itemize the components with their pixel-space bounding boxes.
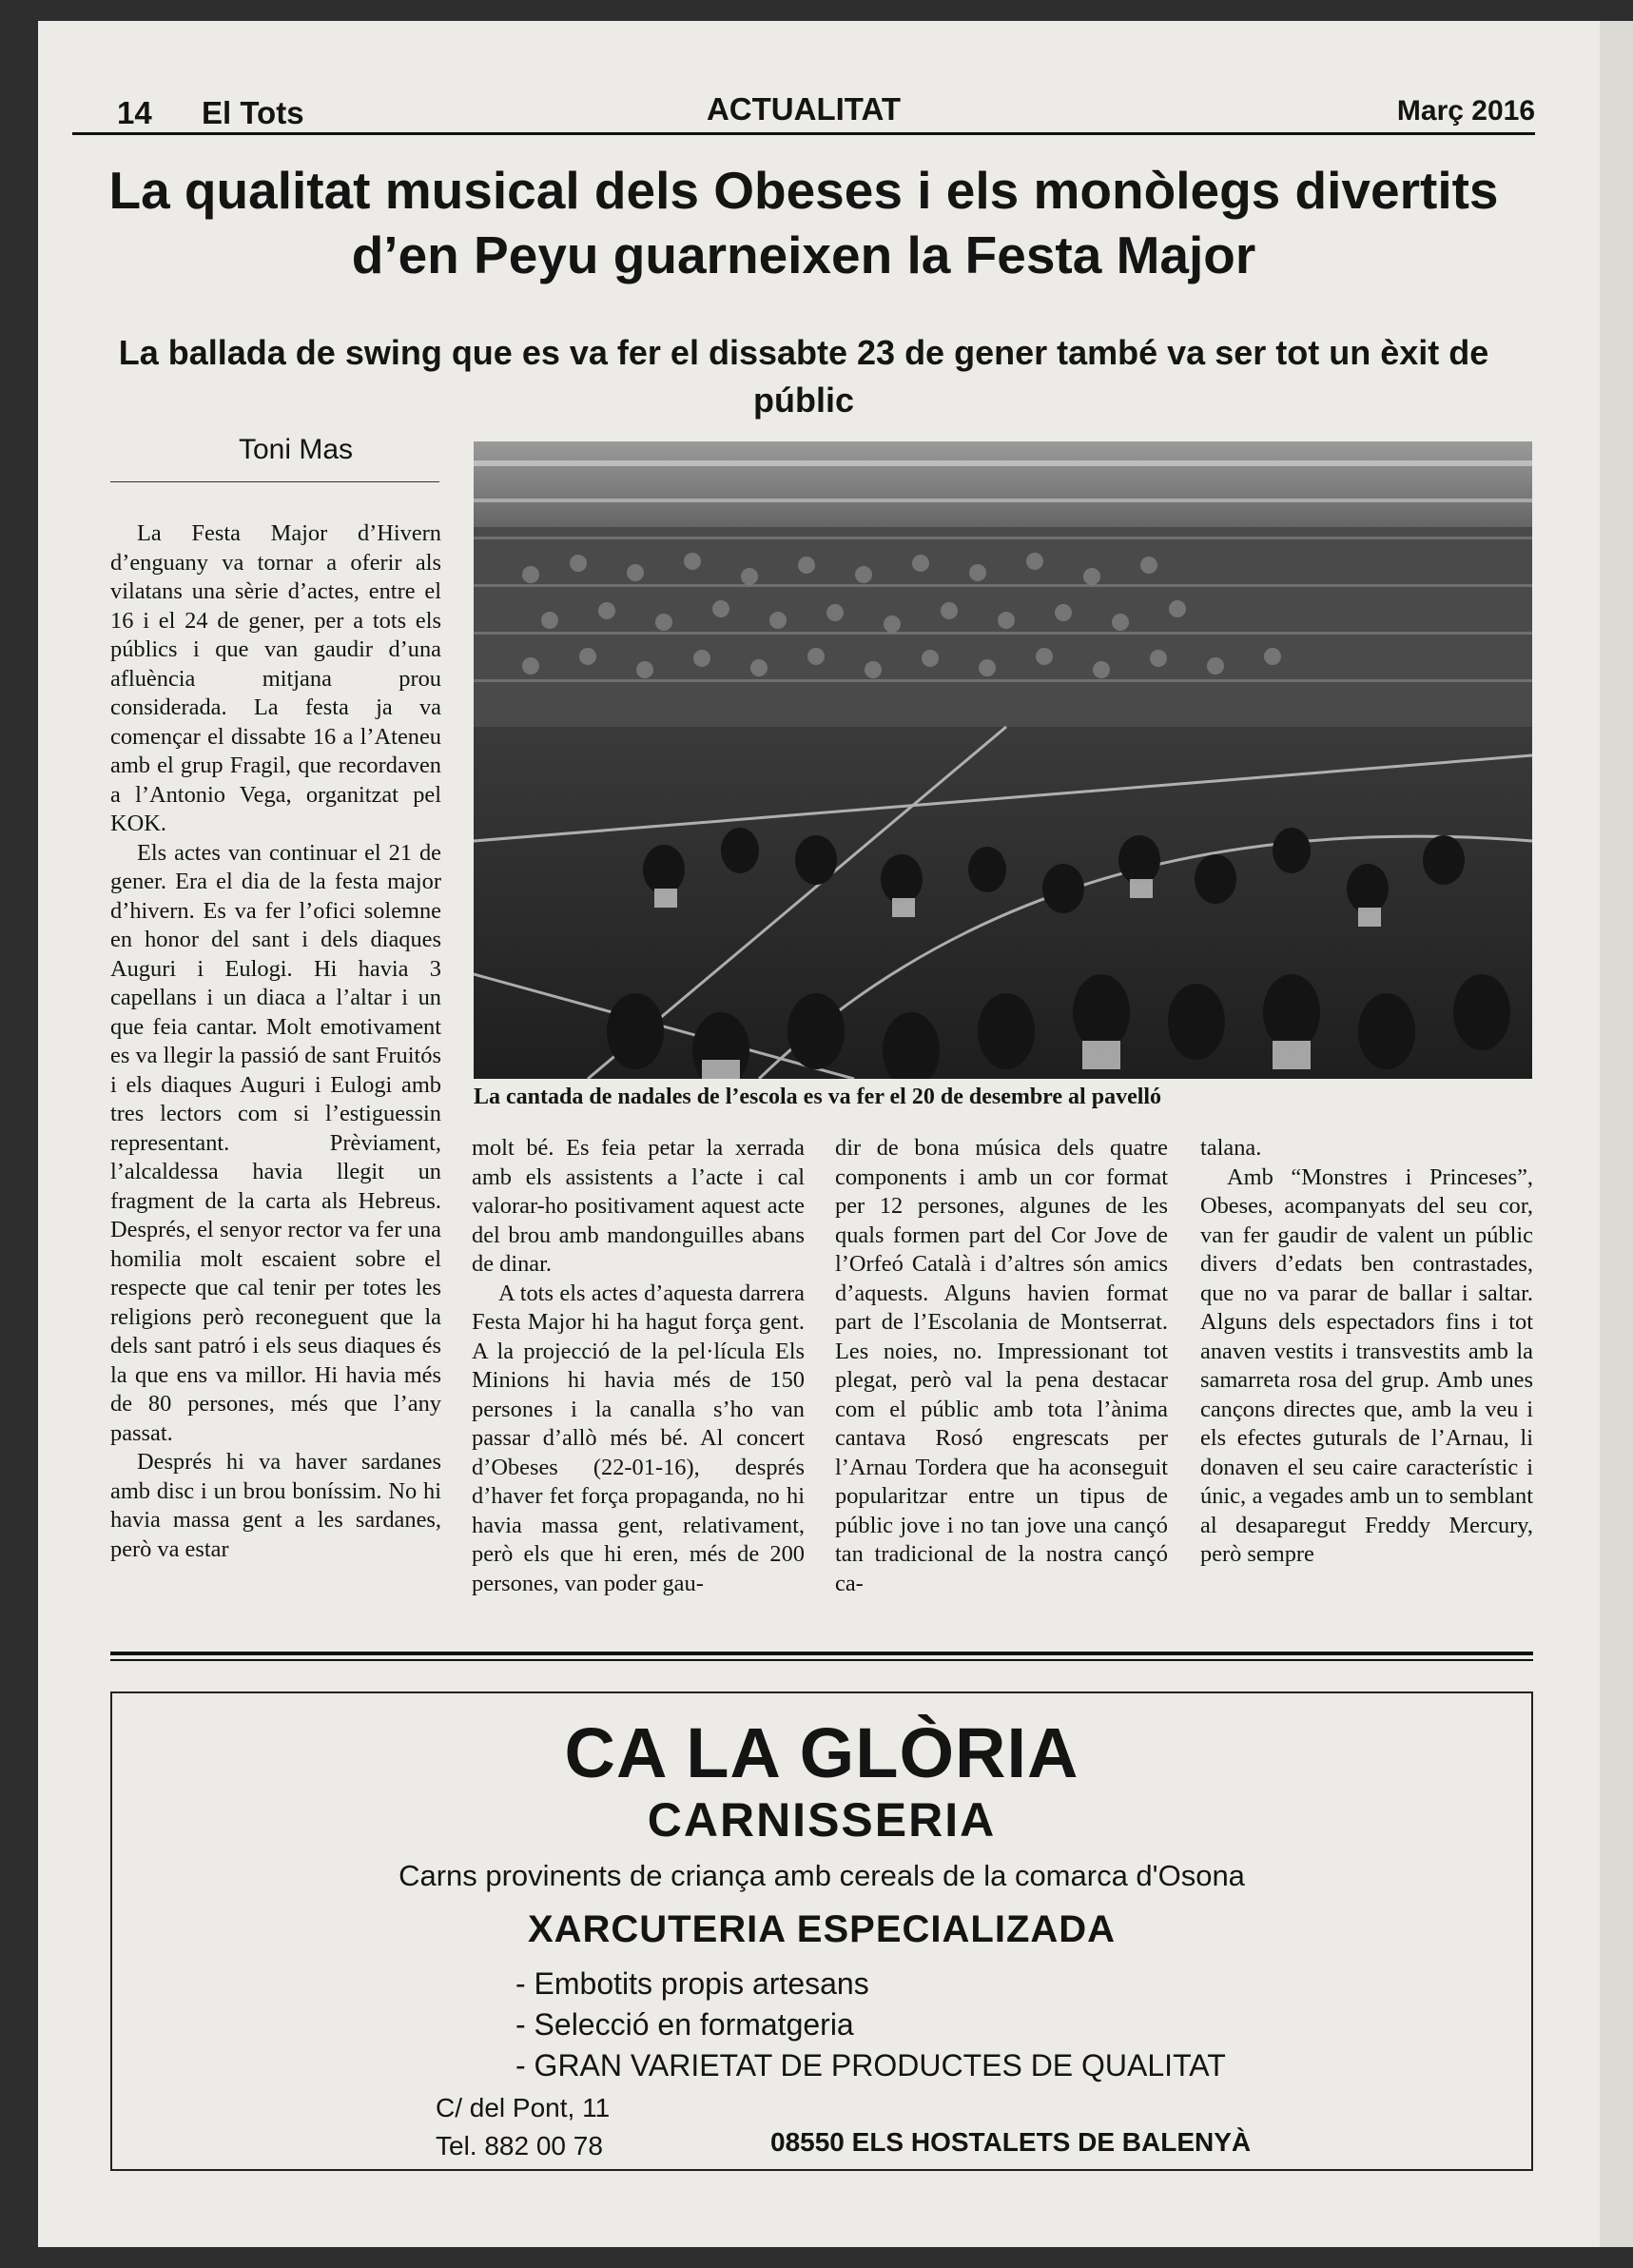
advertisement — [110, 1691, 1533, 2171]
section-name: ACTUALITAT — [706, 91, 902, 127]
ad-town: 08550 ELS HOSTALETS DE BALENYÀ — [770, 2127, 1252, 2157]
byline-divider — [110, 481, 439, 482]
article-end-rule-thin — [110, 1659, 1533, 1661]
paragraph: Amb “Monstres i Princeses”, Obeses, acompanyats del seu cor, van fer gaudir de valent un públic divers d’edats ben contrastades, que no va parar de ballar i saltar. Alguns dels espectadors fins i tot anaven vestits i transvestits amb la samarreta rosa del grup. Amb unes cançons directes que, amb la veu i els efectes guturals de l’Arnau, li donaven el seu caire característic i únic, a vegades amb un to semblant al desaparegut Freddy Mercury, però sempre — [1200, 1163, 1533, 1567]
article-subheadline: La ballada de swing que es va fer el dissabte 23 de gener també va ser tot un èxit de públic — [118, 333, 1489, 420]
paragraph: A tots els actes d’aquesta darrera Festa Major hi ha hagut força gent. A la projecció de la pel·lícula Els Minions hi havia més de 150 persones i la canalla s’ho van passar d’allò més bé. Al concert d’Obeses (22-01-16), després d’haver fet força propaganda, no hi havia massa gent, relativament, però els que hi eren, més de 200 persones, van poder gau- — [472, 1280, 805, 1596]
next-page-edge — [1600, 21, 1633, 2247]
paragraph: talana. — [1200, 1135, 1262, 1161]
list-item: - Selecció en formatgeria — [515, 2007, 854, 2042]
ad-product-list — [515, 1964, 1226, 2086]
list-item: - GRAN VARIETAT DE PRODUCTES DE QUALITAT — [515, 2048, 1226, 2082]
article-end-rule — [110, 1652, 1533, 1655]
paragraph: dir de bona música dels quatre components i amb un cor format per 12 persones, algunes de les quals formen part del Cor Jove de l’Orfeó Català i d’altres són amics d’aquests. Alguns havien format part de l’Escolania de Montserrat. Les noies, no. Impressionant tot plegat, però val la pena destacar com el públic amb tota l’ànima cantava Rosó engrescats per l’Arnau Tordera que ha aconseguit popularitzar entre un tipus de públic jove i no tan jove una cançó tan tradicional de la nostra cançó ca- — [835, 1135, 1168, 1596]
issue-date: Març 2016 — [1396, 95, 1535, 127]
ad-phone: Tel. 882 00 78 — [436, 2131, 603, 2160]
paragraph: Després hi va haver sardanes amb disc i un brou boníssim. No hi havia massa gent a les sardanes, però va estar — [110, 1449, 441, 1562]
paragraph: molt bé. Es feia petar la xerrada amb els assistents a l’acte i cal valorar-ho positivament aquest acte del brou amb mandonguilles abans de dinar. — [472, 1135, 805, 1277]
page-number: 14 — [117, 95, 152, 130]
publication-name: El Tots — [202, 95, 304, 130]
article-column-1 — [110, 519, 441, 1564]
article-column-4 — [1200, 1134, 1533, 1570]
ad-business-name: CA LA GLÒRIA — [564, 1713, 1079, 1792]
photo-caption: La cantada de nadales de l’escola es va fer el 20 de desembre al pavelló — [474, 1085, 1162, 1109]
ad-tagline: Carns provinents de criança amb cereals de la comarca d'Osona — [399, 1859, 1245, 1892]
ad-address: C/ del Pont, 11 — [436, 2093, 611, 2122]
paragraph: La Festa Major d’Hivern d’enguany va tornar a oferir als vilatans una sèrie d’actes, entre el 16 i el 24 de gener, per a tots els públics i que van gaudir d’una afluència mitjana prou considerada. La festa ja va començar el dissabte 16 a l’Ateneu amb el grup Fragil, que recordaven a l’Antonio Vega, organitzat pel KOK. — [110, 520, 441, 836]
article-headline: La qualitat musical dels Obeses i els monòlegs divertits d’en Peyu guarneixen la Festa Major — [108, 161, 1499, 284]
page-header — [72, 70, 1535, 135]
list-item: - Embotits propis artesans — [515, 1966, 869, 2001]
article-column-3 — [835, 1134, 1168, 1598]
paragraph: Els actes van continuar el 21 de gener. Era el dia de la festa major d’hivern. Es va fer l’ofici solemne en honor del sant i dels diaques Auguri i Eulogi. Hi havia 3 capellans i un diaca a l’altar i un que feia cantar. Molt emotivament es va llegir la passió de sant Fruitós i els diaques Auguri i Eulogi amb tres lectors com si l’estiguessin representant. Prèviament, l’alcaldessa havia llegit un fragment de la carta als Hebreus. Després, el senyor rector va fer una homilia molt escaient sobre el respecte que cal tenir per totes les religions però reconeguent que la dels sant patró i els seus diaques és la que ens va millor. Hi havia més de 80 persones, més que l’any passat. — [110, 839, 441, 1446]
ad-specialty: XARCUTERIA ESPECIALIZADA — [527, 1908, 1117, 1950]
ad-contact — [436, 2089, 610, 2165]
ad-business-type: CARNISSERIA — [647, 1793, 997, 1847]
gym-audience-photo — [474, 441, 1532, 1079]
article-column-2 — [472, 1134, 805, 1598]
article-byline: Toni Mas — [238, 434, 354, 465]
article-photo — [474, 441, 1532, 1079]
